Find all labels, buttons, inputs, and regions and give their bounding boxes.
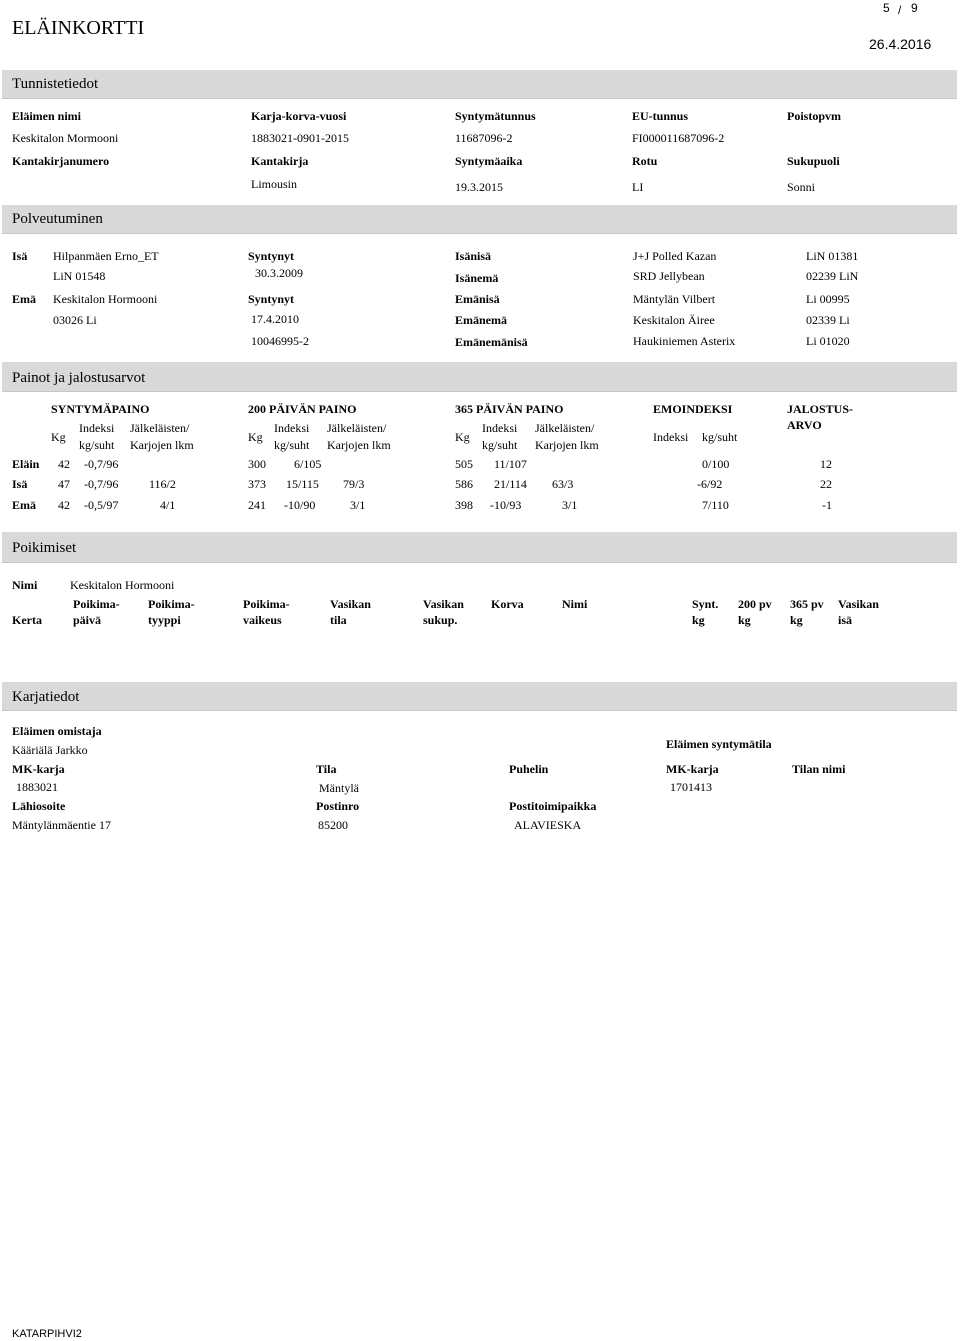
dams-dams-sire-name: Haukiniemen Asterix — [633, 334, 736, 348]
subheader-herd-count: Karjojen lkm — [130, 438, 194, 452]
postal-code: 85200 — [318, 818, 348, 832]
section-title: Karjatiedot — [12, 689, 80, 705]
cell-birth-kg: 47 — [58, 477, 70, 491]
section-title: Painot ja jalostusarvot — [12, 370, 146, 386]
header-calf-name: Nimi — [562, 597, 588, 611]
header-200-day-weight: 200 PÄIVÄN PAINO — [248, 402, 357, 416]
header-ear-tag: Korva — [491, 597, 524, 611]
cell-birth-index: -0,5/97 — [84, 498, 119, 512]
label-sires-dam: Isänemä — [455, 271, 499, 285]
section-painot — [2, 362, 957, 392]
subheader-offspring: Jälkeläisten/ — [535, 421, 595, 435]
header-calf-status-2: tila — [330, 613, 347, 627]
label-farm: Tila — [316, 762, 337, 776]
header-breeding-value-1: JALOSTUS- — [787, 402, 854, 416]
subheader-herd-count: Karjojen lkm — [535, 438, 599, 452]
cell-dam-index: -6/92 — [697, 477, 723, 491]
label-dams-dam: Emänemä — [455, 313, 507, 327]
header-calving-difficulty-2: vaikeus — [243, 613, 282, 627]
label-phone: Puhelin — [509, 762, 549, 776]
dam-birth-date: 17.4.2010 — [251, 312, 299, 326]
dams-dam-code: 02339 Li — [806, 313, 850, 327]
subheader-index: Indeksi — [482, 421, 518, 435]
label-name: Nimi — [12, 578, 38, 592]
cell-200-kg: 373 — [248, 477, 266, 491]
subheader-kg-rel: kg/suht — [482, 438, 518, 452]
cell-birth-kg: 42 — [58, 457, 70, 471]
section-title: Poikimiset — [12, 540, 77, 556]
mk-herd: 1883021 — [16, 780, 58, 794]
eu-id: FI000011687096-2 — [632, 131, 725, 145]
post-office: ALAVIESKA — [514, 818, 582, 832]
header-365d-kg-1: 365 pv — [790, 597, 824, 611]
label-herd-ear-year: Karja-korva-vuosi — [251, 109, 347, 123]
dam-name: Keskitalon Hormooni — [70, 578, 175, 592]
label-mk-herd-birth: MK-karja — [666, 762, 719, 776]
section-title: Polveutuminen — [12, 211, 103, 227]
dams-sire-code: Li 00995 — [806, 292, 850, 306]
subheader-kg-rel: kg/suht — [702, 430, 738, 444]
label-dam-born: Syntynyt — [248, 292, 295, 306]
subheader-kg: Kg — [455, 430, 470, 444]
sex: Sonni — [787, 180, 816, 194]
label-birth-farm: Eläimen syntymätila — [666, 737, 772, 751]
label-sex: Sukupuoli — [787, 154, 840, 168]
subheader-kg-rel: kg/suht — [274, 438, 310, 452]
row-label-animal: Eläin — [12, 457, 40, 471]
header-calving-type-2: tyyppi — [148, 613, 181, 627]
row-label-dam: Emä — [12, 498, 36, 512]
sire-code: LiN 01548 — [53, 269, 106, 283]
cell-breeding-value: -1 — [822, 498, 832, 512]
header-calf-sire-1: Vasikan — [838, 597, 879, 611]
sires-sire-name: J+J Polled Kazan — [633, 249, 717, 263]
page-current: 5 — [883, 1, 890, 15]
cell-breeding-value: 22 — [820, 477, 832, 491]
label-animal-name: Eläimen nimi — [12, 109, 82, 123]
header-200d-kg-1: 200 pv — [738, 597, 772, 611]
animal-name: Keskitalon Mormooni — [12, 131, 119, 145]
cell-365-offspring: 63/3 — [552, 477, 574, 491]
dam-id: 10046995-2 — [251, 334, 309, 348]
sire-name: Hilpanmäen Erno_ET — [53, 249, 159, 263]
label-farm-name: Tilan nimi — [792, 762, 846, 776]
label-sires-sire: Isänisä — [455, 249, 492, 263]
dam-name: Keskitalon Hormooni — [53, 292, 158, 306]
header-200d-kg-2: kg — [738, 613, 751, 627]
cell-breeding-value: 12 — [820, 457, 832, 471]
dams-sire-name: Mäntylän Vilbert — [633, 292, 716, 306]
cell-birth-offspring: 4/1 — [160, 498, 176, 512]
page-title: ELÄINKORTTI — [12, 17, 145, 39]
cell-365-index: 11/107 — [494, 457, 527, 471]
cell-200-kg: 300 — [248, 457, 266, 471]
cell-dam-index: 0/100 — [702, 457, 730, 471]
header-calf-sire-2: isä — [838, 613, 853, 627]
cell-birth-index: -0,7/96 — [84, 457, 119, 471]
subheader-kg-rel: kg/suht — [79, 438, 115, 452]
cell-200-index: 6/105 — [294, 457, 322, 471]
label-eu-id: EU-tunnus — [632, 109, 689, 123]
cell-365-index: -10/93 — [490, 498, 522, 512]
cell-200-offspring: 3/1 — [350, 498, 366, 512]
label-owner: Eläimen omistaja — [12, 724, 102, 738]
subheader-index: Indeksi — [274, 421, 310, 435]
header-birth-weight: SYNTYMÄPAINO — [51, 402, 150, 416]
header-dam-index: EMOINDEKSI — [653, 402, 733, 416]
header-birth-kg-2: kg — [692, 613, 705, 627]
subheader-offspring: Jälkeläisten/ — [130, 421, 190, 435]
label-street-address: Lähiosoite — [12, 799, 66, 813]
sires-sire-code: LiN 01381 — [806, 249, 859, 263]
label-birth-id: Syntymätunnus — [455, 109, 536, 123]
header-calf-sex-2: sukup. — [423, 613, 458, 627]
dams-dam-name: Keskitalon Äiree — [633, 313, 715, 327]
section-polveutuminen — [2, 205, 957, 234]
cell-365-index: 21/114 — [494, 477, 527, 491]
label-birth-date: Syntymäaika — [455, 154, 523, 168]
cell-birth-kg: 42 — [58, 498, 70, 512]
cell-365-kg: 398 — [455, 498, 473, 512]
section-poikimiset — [2, 532, 957, 563]
header-calving-difficulty-1: Poikima- — [243, 597, 290, 611]
sires-dam-name: SRD Jellybean — [633, 269, 705, 283]
cell-birth-index: -0,7/96 — [84, 477, 119, 491]
herd-ear-year: 1883021-0901-2015 — [251, 131, 349, 145]
owner-name: Kääriälä Jarkko — [12, 743, 88, 757]
herdbook: Limousin — [251, 177, 298, 191]
label-dams-sire: Emänisä — [455, 292, 500, 306]
label-mk-herd: MK-karja — [12, 762, 65, 776]
cell-365-kg: 586 — [455, 477, 473, 491]
header-breeding-value-2: ARVO — [787, 418, 822, 432]
birth-id: 11687096-2 — [455, 131, 513, 145]
page-total: 9 — [911, 1, 918, 15]
label-removal-date: Poistopvm — [787, 109, 841, 123]
header-calving-date-1: Poikima- — [73, 597, 120, 611]
street-address: Mäntylänmäentie 17 — [12, 818, 111, 832]
cell-200-index: 15/115 — [286, 477, 319, 491]
cell-200-index: -10/90 — [284, 498, 316, 512]
cell-200-kg: 241 — [248, 498, 266, 512]
row-label-sire: Isä — [12, 477, 28, 491]
birth-date: 19.3.2015 — [455, 180, 503, 194]
header-calving-number: Kerta — [12, 613, 42, 627]
label-post-office: Postitoimipaikka — [509, 799, 597, 813]
header-calf-status-1: Vasikan — [330, 597, 371, 611]
subheader-herd-count: Karjojen lkm — [327, 438, 391, 452]
cell-200-offspring: 79/3 — [343, 477, 365, 491]
subheader-kg: Kg — [51, 430, 66, 444]
sire-birth-date: 30.3.2009 — [255, 266, 303, 280]
print-date: 26.4.2016 — [869, 36, 932, 52]
label-herdbook-number: Kantakirjanumero — [12, 154, 110, 168]
section-title: Tunnistetiedot — [12, 76, 99, 92]
subheader-index: Indeksi — [653, 430, 689, 444]
cell-birth-offspring: 116/2 — [149, 477, 176, 491]
label-breed: Rotu — [632, 154, 658, 168]
dams-dams-sire-code: Li 01020 — [806, 334, 850, 348]
label-dam: Emä — [12, 292, 36, 306]
label-sire: Isä — [12, 249, 28, 263]
header-calf-sex-1: Vasikan — [423, 597, 464, 611]
label-dams-dams-sire: Emänemänisä — [455, 335, 528, 349]
subheader-kg: Kg — [248, 430, 263, 444]
cell-365-kg: 505 — [455, 457, 473, 471]
mk-herd-birth: 1701413 — [670, 780, 712, 794]
section-karjatiedot — [2, 682, 957, 711]
header-365d-kg-2: kg — [790, 613, 803, 627]
header-birth-kg-1: Synt. — [692, 597, 719, 611]
page-separator: / — [898, 3, 902, 17]
sires-dam-code: 02239 LiN — [806, 269, 859, 283]
header-calving-type-1: Poikima- — [148, 597, 195, 611]
label-herdbook: Kantakirja — [251, 154, 309, 168]
section-tunnistetiedot — [2, 70, 957, 99]
dam-code: 03026 Li — [53, 313, 97, 327]
label-postal-code: Postinro — [316, 799, 360, 813]
cell-dam-index: 7/110 — [702, 498, 729, 512]
subheader-index: Indeksi — [79, 421, 115, 435]
farm: Mäntylä — [319, 781, 359, 795]
label-sire-born: Syntynyt — [248, 249, 295, 263]
footer-report-code: KATARPIHVI2 — [12, 1328, 82, 1340]
header-365-day-weight: 365 PÄIVÄN PAINO — [455, 402, 564, 416]
subheader-offspring: Jälkeläisten/ — [327, 421, 387, 435]
breed: LI — [632, 180, 644, 194]
header-calving-date-2: päivä — [73, 613, 102, 627]
cell-365-offspring: 3/1 — [562, 498, 578, 512]
